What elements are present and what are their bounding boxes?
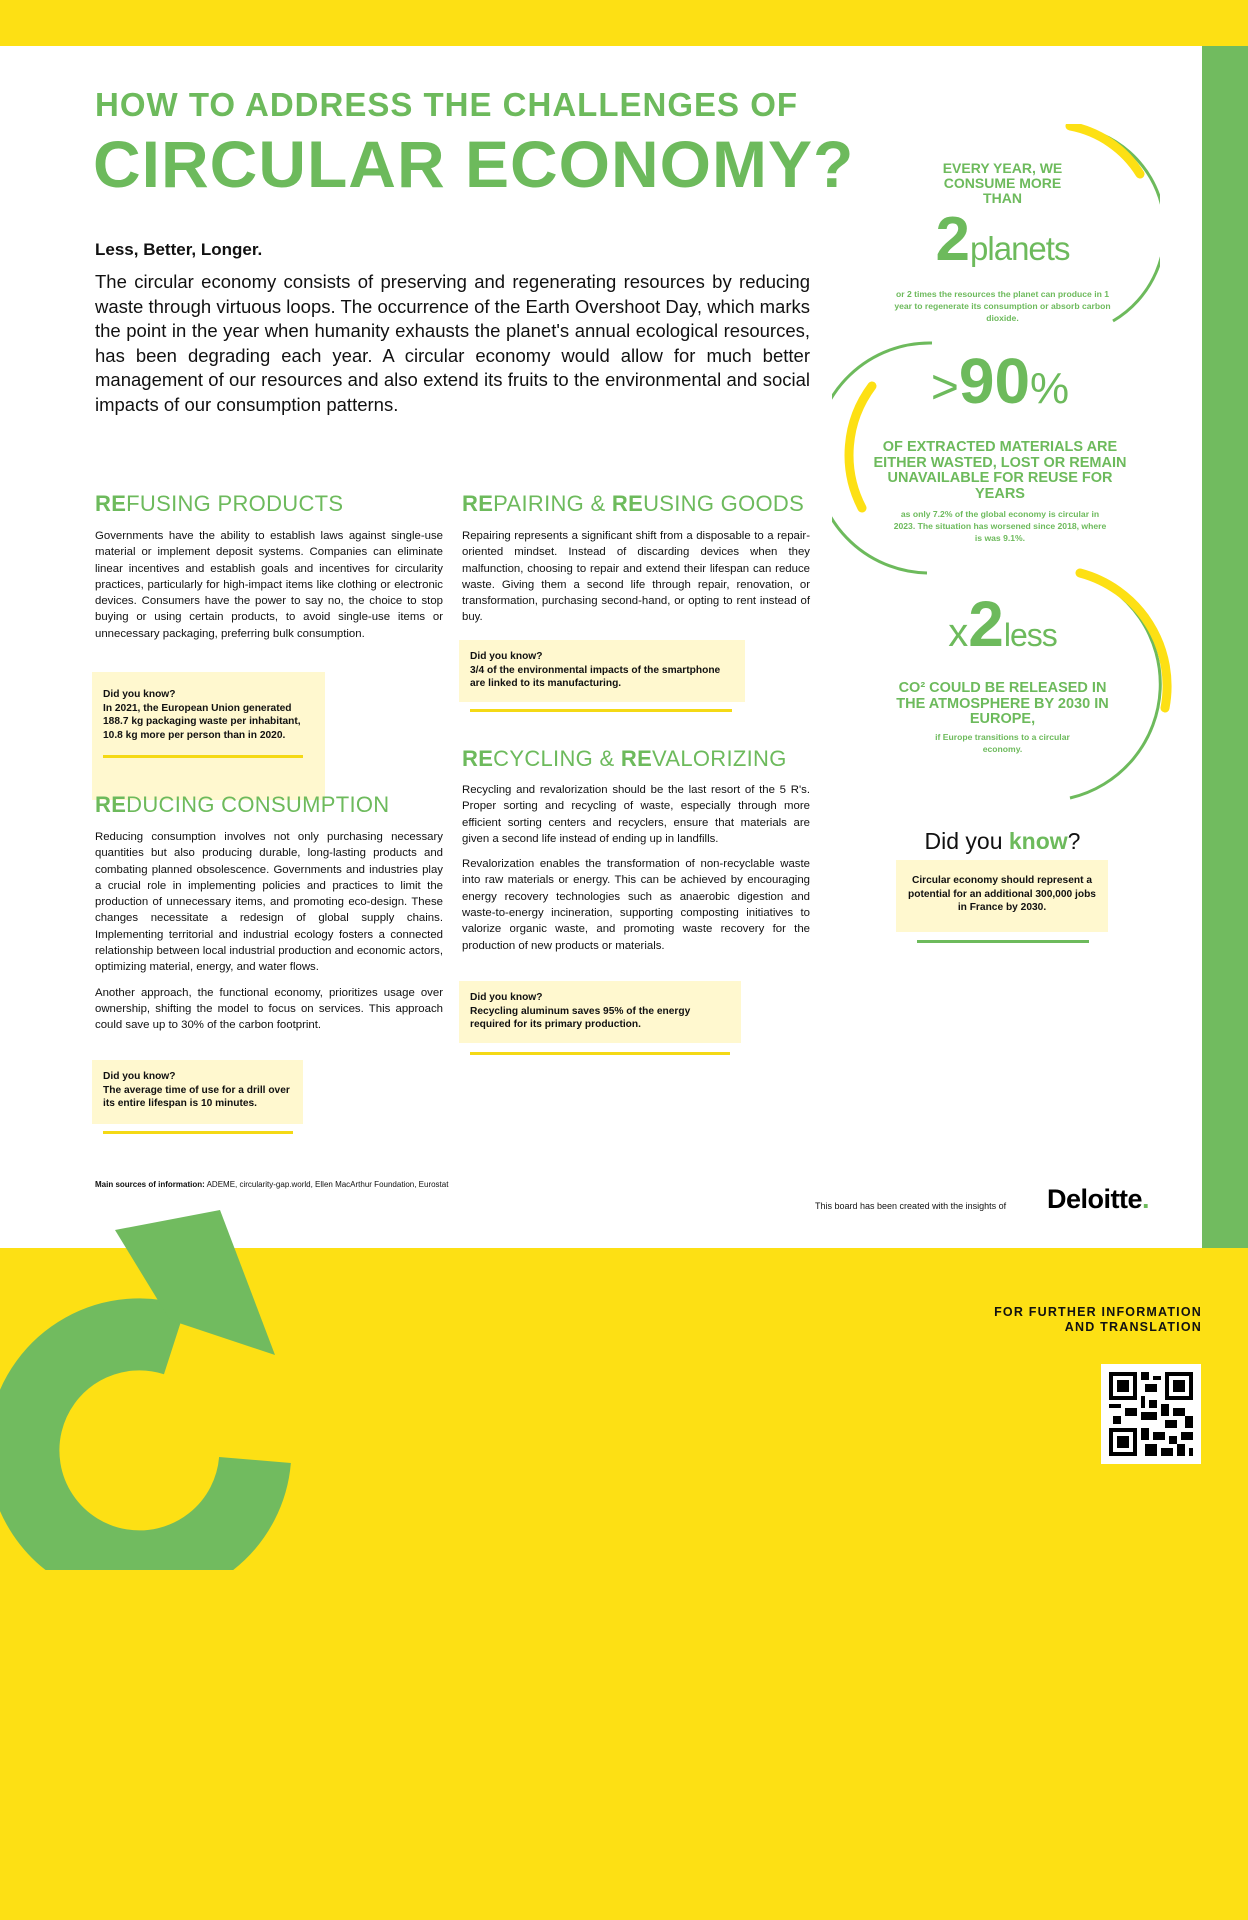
circular-arrow-icon	[0, 1210, 300, 1570]
did-you-know-underline	[470, 1052, 730, 1055]
did-you-know-recycling: Did you know? Recycling aluminum saves 95% of the energy required for its primary production.	[459, 981, 741, 1043]
credit-line: This board has been created with the insights of	[815, 1201, 1007, 1211]
did-you-know-underline	[470, 709, 732, 712]
side-dyk-underline	[917, 940, 1089, 943]
section-title-repairing: REPAIRING & REUSING GOODS	[462, 491, 805, 516]
section-body-recycling: Recycling and revalorization should be the last resort of the 5 R's. Proper sorting and recycling of waste, especially through more efficient sorting centers and recyclers, ensure that materials are given a second life instead of ending up in landfills. Revalorization enables the transformation of non-recyclable waste into raw materials or energy. This can be achieved by encouraging energy recovery technologies such as anaerobic digestion and waste-to-energy incineration, supporting composting initiatives to valorize organic waste, and promoting waste recovery for the production of new products or materials.	[462, 784, 810, 952]
did-you-know-refusing: Did you know? In 2021, the European Union generated 188.7 kg packaging waste per inhabitant, 10.8 kg more per person than in 2020.	[92, 672, 325, 800]
stat-co2: x2less CO² COULD BE RELEASED IN THE ATMOSPHERE BY 2030 IN EUROPE, if Europe transitions to a circular economy.	[896, 588, 1109, 754]
stat-percent: >90% OF EXTRACTED MATERIALS ARE EITHER WASTED, LOST OR REMAIN UNAVAILABLE FOR REUSE FOR YEARS as only 7.2% of the global economy is circular in 2023. The situation has worsened since 2018, where is was 9.1%.	[873, 345, 1127, 543]
section-body-repairing: Repairing represents a significant shift from a disposable to a repair-oriented mindset. Instead of discarding devices when they malfunction, choosing to repair and extend their lifespan can reduce waste. Giving them a second life through repair, renovation, or transformation, purchasing second-hand, or opting to rent instead of buy.	[462, 530, 810, 624]
section-body-reducing: Reducing consumption involves not only purchasing necessary quantities but also producing durable, long-lasting products and combating planned obsolescence. Governments and industries play a crucial role in implementing policies and practices to limit the production of unnecessary items, and promoting eco-design. These changes necessitate a redesign of global supply chains. Implementing territorial and industrial ecology fosters a connected relationship between local industrial production and economic actors, optimizing material, energy, and water flows. Another approach, the functional economy, prioritizes usage over ownership, shifting the model to focus on services. This approach could save up to 30% of the carbon footprint.	[95, 831, 443, 1032]
sources-line: Main sources of information: ADEME, circularity-gap.world, Ellen MacArthur Foundation, Eurostat	[95, 1180, 449, 1189]
side-dyk-box: Circular economy should represent a potential for an additional 300,000 jobs in France by 2030.	[896, 860, 1108, 932]
title-line-1: HOW TO ADDRESS THE CHALLENGES OF	[95, 86, 799, 123]
further-info-text: FOR FURTHER INFORMATION AND TRANSLATION	[994, 1305, 1202, 1334]
deloitte-logo: Deloitte.	[1047, 1184, 1150, 1214]
intro-paragraph: The circular economy consists of preserving and regenerating resources by reducing waste through virtuous loops. The occurrence of the Earth Overshoot Day, which marks the point in the year when humanity exhausts the planet's annual ecological resources, has been degrading each year. A circular economy would allow for much better management of our resources and also extend its fruits to the environmental and social impacts of our consumption patterns.	[95, 271, 810, 415]
section-title-refusing: REFUSING PRODUCTS	[95, 491, 344, 516]
section-title-recycling: RECYCLING & REVALORIZING	[462, 746, 787, 771]
did-you-know-underline	[103, 755, 303, 758]
side-dyk-title: Did you know?	[924, 828, 1081, 854]
did-you-know-reducing: Did you know? The average time of use for a drill over its entire lifespan is 10 minutes.	[92, 1060, 303, 1124]
title-line-2: CIRCULAR ECONOMY?	[93, 127, 855, 201]
did-you-know-underline	[103, 1131, 293, 1134]
poster-board	[0, 46, 1248, 1248]
section-title-reducing: REDUCING CONSUMPTION	[95, 792, 390, 817]
did-you-know-repairing: Did you know? 3/4 of the environmental impacts of the smartphone are linked to its manufacturing.	[459, 640, 745, 702]
green-side-bar	[1202, 46, 1248, 1248]
tagline: Less, Better, Longer.	[95, 240, 263, 259]
qr-code-icon[interactable]	[1101, 1364, 1201, 1464]
section-body-refusing: Governments have the ability to establish laws against single-use material or implement deposit systems. Companies can eliminate linear incentives and establish goals and incentives for circularity practices, particularly for high-impact items like clothing or electronic devices. Consumers have the power to say no, the choice to stop buying or using certain products, to avoid single-use items or unnecessary packaging, preferring bulk consumption.	[95, 530, 443, 640]
stat-planets: EVERY YEAR, WE CONSUME MORE THAN 2planets or 2 times the resources the planet can produce in 1 year to regenerate its consumption or absorb carbon dioxide.	[894, 160, 1111, 323]
